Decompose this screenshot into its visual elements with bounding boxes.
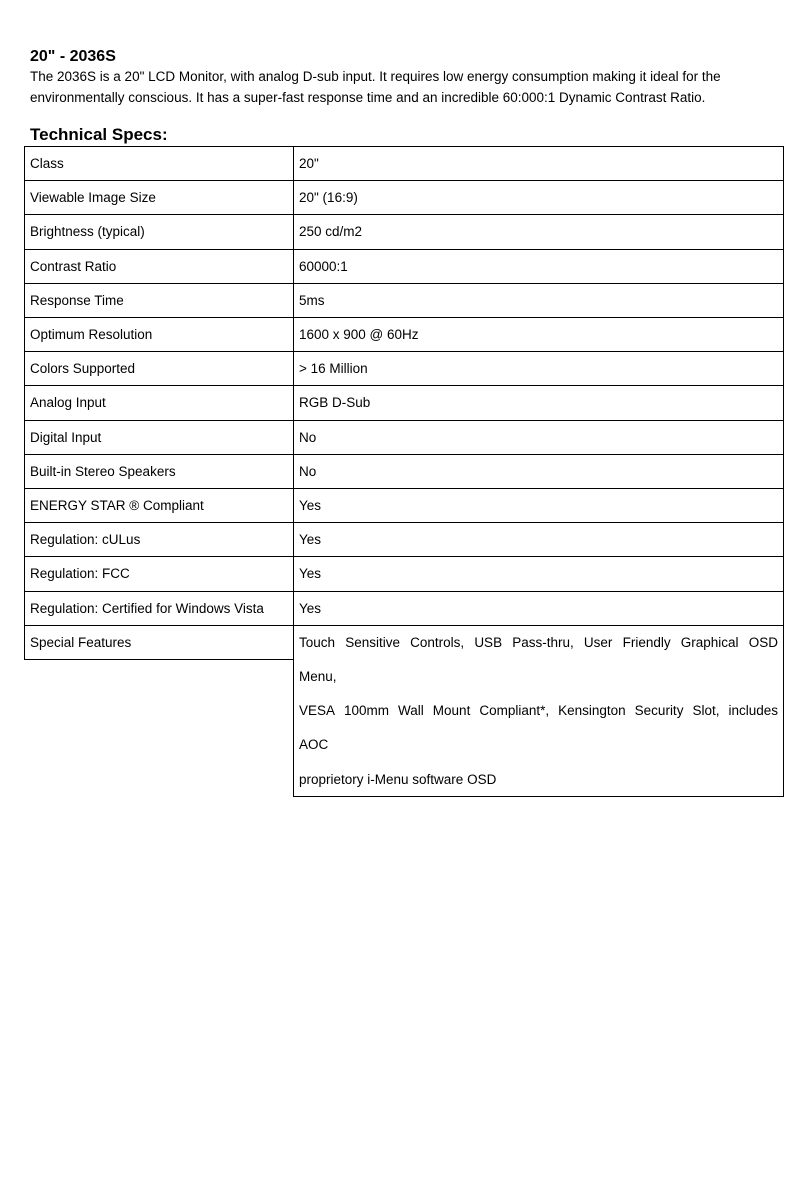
special-features-line: AOC (299, 737, 329, 753)
special-features-line: Menu, (299, 668, 337, 684)
spec-label: Class (24, 146, 294, 181)
spec-value: Yes (293, 522, 784, 557)
specs-heading: Technical Specs: (30, 125, 168, 144)
spec-label: Analog Input (24, 385, 294, 420)
spec-label: Regulation: cULus (24, 522, 294, 557)
spec-label: Contrast Ratio (24, 249, 294, 284)
spec-value: 20" (16:9) (293, 180, 784, 215)
special-features-line: proprietory i-Menu software OSD (299, 771, 497, 787)
specs-table (24, 146, 784, 797)
spec-value: 250 cd/m2 (293, 214, 784, 249)
spec-label: Built-in Stereo Speakers (24, 454, 294, 489)
product-description (30, 67, 790, 108)
spec-label: Optimum Resolution (24, 317, 294, 352)
special-features-label: Special Features (24, 625, 294, 660)
special-features-value (293, 625, 784, 797)
spec-value: No (293, 420, 784, 455)
spec-value: No (293, 454, 784, 489)
description-line: environmentally conscious. It has a super-fast response time and an incredible 60:000:1 Dynamic Contrast Ratio. (30, 89, 706, 105)
spec-value: 5ms (293, 283, 784, 318)
spec-value: Yes (293, 591, 784, 626)
special-features-line: Touch Sensitive Controls, USB Pass-thru, User Friendly Graphical OSD (299, 634, 778, 650)
spec-label: Brightness (typical) (24, 214, 294, 249)
spec-label: Regulation: FCC (24, 556, 294, 591)
spec-label: Viewable Image Size (24, 180, 294, 215)
spec-value: 20" (293, 146, 784, 181)
spec-value: 1600 x 900 @ 60Hz (293, 317, 784, 352)
spec-value: 60000:1 (293, 249, 784, 284)
spec-value: > 16 Million (293, 351, 784, 386)
description-line: The 2036S is a 20" LCD Monitor, with analog D-sub input. It requires low energy consumption making it ideal for the (30, 69, 721, 84)
spec-label: Digital Input (24, 420, 294, 455)
spec-value: Yes (293, 488, 784, 523)
spec-label: Colors Supported (24, 351, 294, 386)
spec-value: RGB D-Sub (293, 385, 784, 420)
product-title: 20" - 2036S (30, 48, 116, 65)
special-features-line: VESA 100mm Wall Mount Compliant*, Kensington Security Slot, includes (299, 703, 778, 719)
spec-label: Response Time (24, 283, 294, 318)
spec-value: Yes (293, 556, 784, 591)
spec-label: Regulation: Certified for Windows Vista (24, 591, 294, 626)
spec-label: ENERGY STAR ® Compliant (24, 488, 294, 523)
